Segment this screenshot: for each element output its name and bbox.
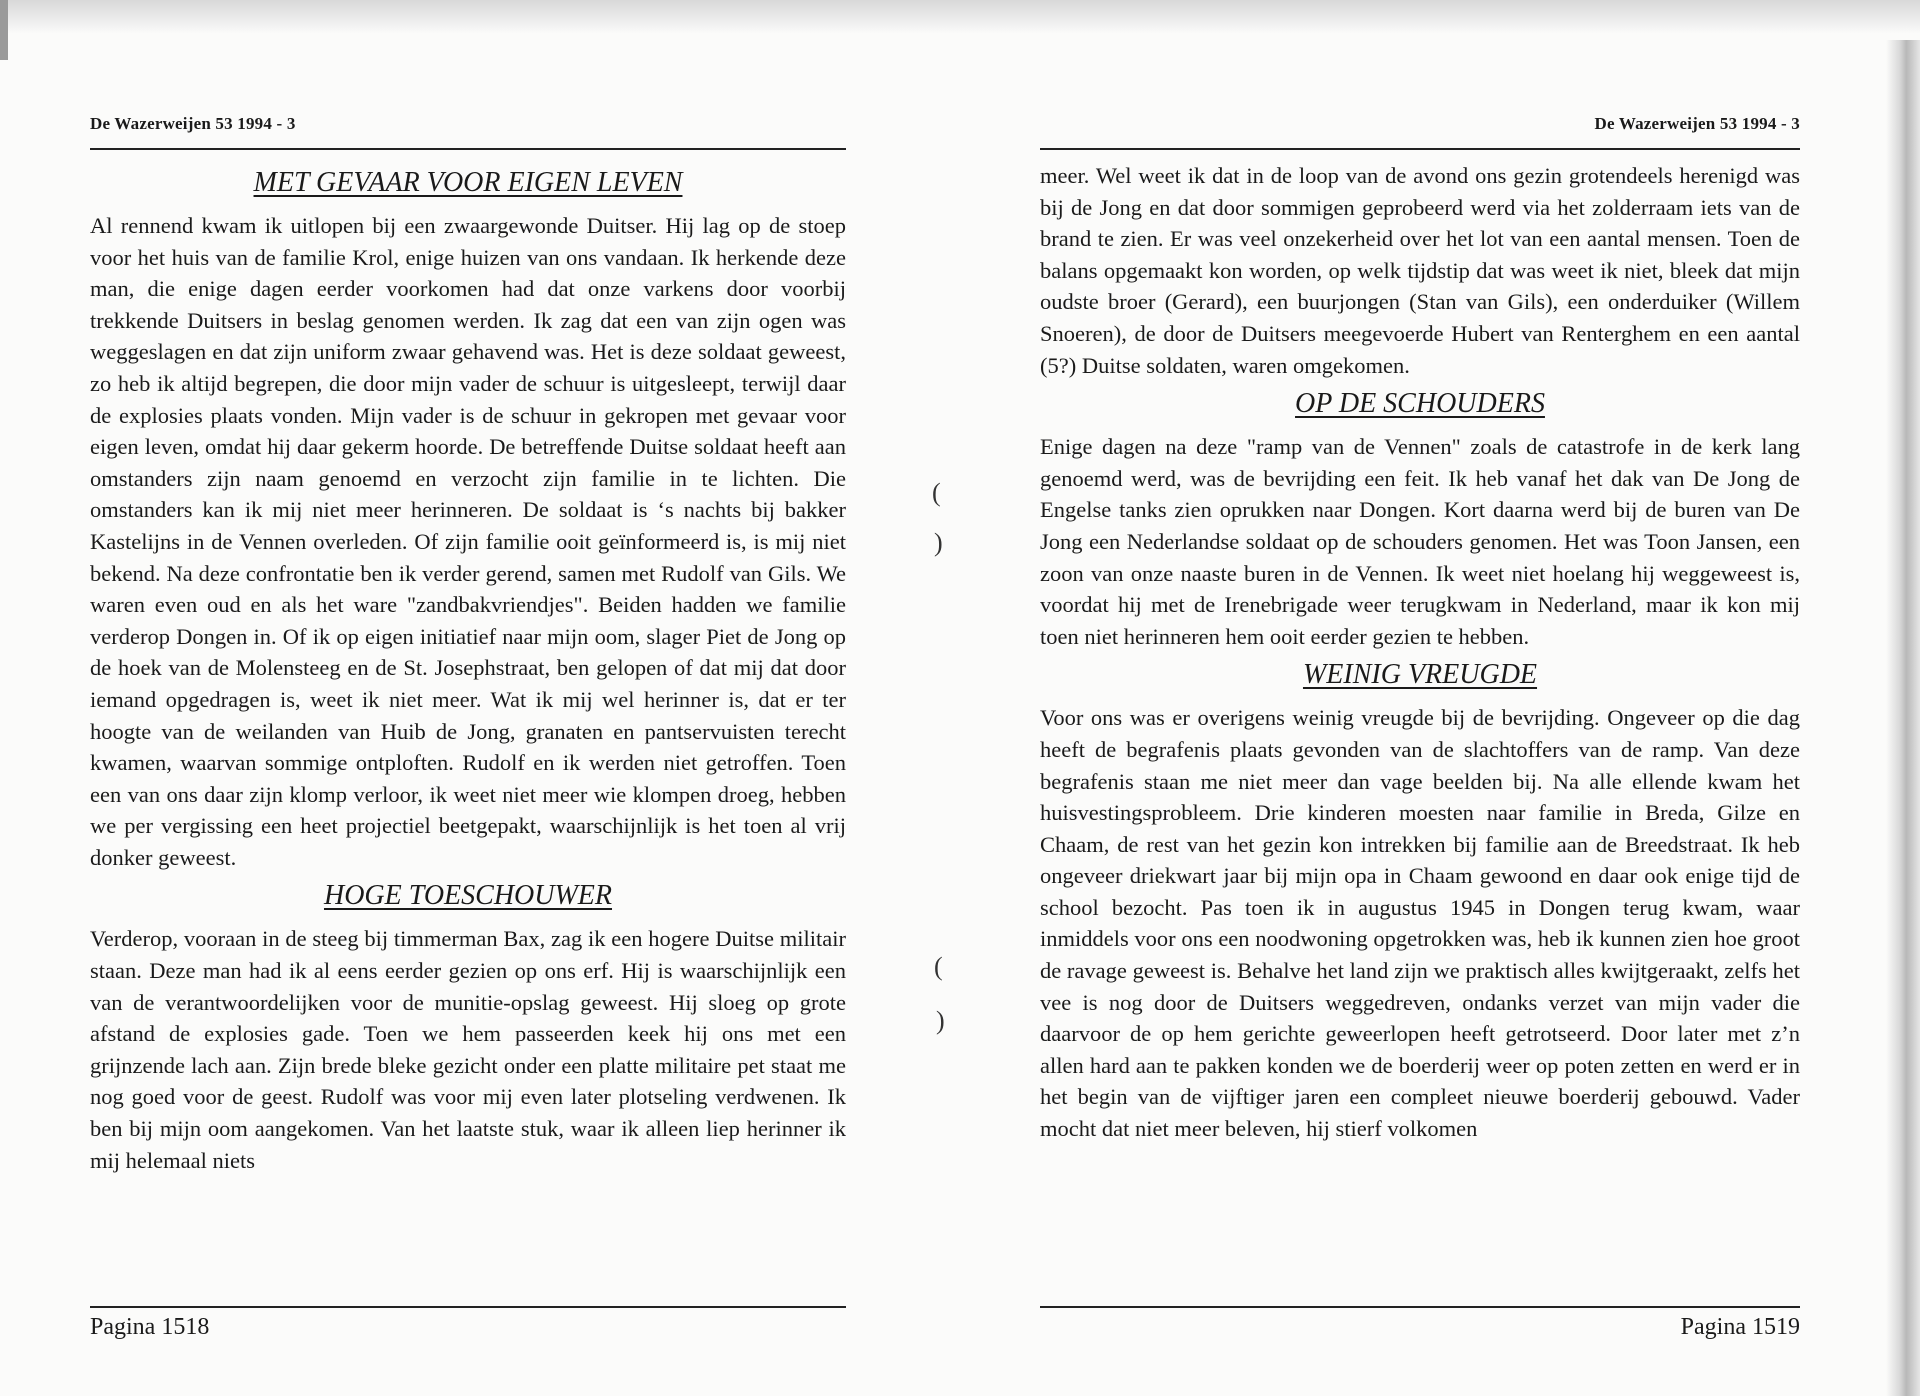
section-paragraph: meer. Wel weet ik dat in de loop van de avond ons gezin grotendeels herenigd was bij de Jong en dat door sommigen geprobeerd werd via het zolderraam iets van de brand te zien. Er was veel onzekerheid over het lot van een aantal mensen. Toen de balans opgemaakt kon worden, op welk tijdstip dat was weet ik niet, bleek dat mijn oudste broer (Gerard), een buurjongen (Stan van Gils), een onderduiker (Willem Snoeren), de door de Duitsers meegevoerde Hubert van Renterghem en een aantal (5?) Duitse soldaten, waren omgekomen. <box>1040 163 1800 378</box>
running-head: De Wazerweijen 53 1994 - 3 <box>90 114 296 133</box>
page-number: Pagina 1518 <box>90 1314 210 1340</box>
section-paragraph: Voor ons was er overigens weinig vreugde bij de bevrijding. Ongeveer op die dag heeft de begrafenis plaats gevonden van de slachtoffers van de ramp. Van deze begrafenis staan me niet meer dan vage beelden bij. Na alle ellende kwam het huisvestingsprobleem. Drie kinderen moesten naar familie in Breda, Gilze en Chaam, de rest van het gezin kon intrekken bij familie aan de Breedstraat. Ik heb ongeveer driekwart jaar bij mijn opa in Chaam gewoond en daar ook enige tijd de school bezocht. Pas toen ik in augustus 1945 in Dongen terug kwam, waar inmiddels voor ons een noodwoning opgetrokken was, heb ik kunnen zien hoe groot de ravage geweest is. Behalve het land zijn we praktisch alles kwijtgeraakt, zelfs het vee is nog door de Duitsers weggedreven, ondanks verzet van mijn vader die daarvoor de op hem gerichte geweerlopen heeft getrotseerd. Door later met z’n allen hard aan te pakken konden we de boerderij weer op poten zetten en werd er in het begin van de vijftiger jaren een compleet nieuwe boerderij gebouwd. Vader mocht dat niet meer beleven, hij stierf volkomen <box>1040 705 1800 1142</box>
header-rule <box>1040 148 1800 150</box>
scan-left-edge <box>0 0 8 60</box>
binding-mark: ) <box>936 1006 945 1035</box>
page-number: Pagina 1519 <box>1680 1314 1800 1340</box>
section-paragraph: Al rennend kwam ik uitlopen bij een zwaargewonde Duitser. Hij lag op de stoep voor het huis van de familie Krol, enige huizen van ons vandaan. Ik herkende deze man, die enige dagen eerder voorkomen had dat onze varkens door voorbij trekkende Duitsers in beslag genomen werden. Ik zag dat een van zijn ogen was weggeslagen en dat zijn uniform zwaar gehavend was. Het is deze soldaat geweest, zo heb ik altijd begrepen, die door mijn vader de schuur is uitgesleept, terwijl daar de explosies plaats vonden. Mijn vader is de schuur in gekropen met gevaar voor eigen leven, omdat hij daar gekerm hoorde. De betreffende Duitse soldaat heeft aan omstanders zijn naam genoemd en verzocht zijn familie in te lichten. Die omstanders kan ik mij niet meer herinneren. De soldaat is ‘s nachts bij bakker Kastelijns in de Vennen overleden. Of zijn familie ooit geïnformeerd is, is mij niet bekend. Na deze confrontatie ben ik verder gerend, samen met Rudolf van Gils. We waren even oud en als het ware "zandbakvriendjes". Beiden hadden we familie verderop Dongen in. Of ik op eigen initiatief naar mijn oom, slager Piet de Jong op de hoek van de Molensteeg en de St. Josephstraat, ben gelopen of dat mij dat door iemand opgedragen is, weet ik niet meer. Wat ik mij wel herinner is, dat er ter hoogte van de weilanden van Huib de Jong, granaten en pantservuisten terecht kwamen, waarvan sommige ontploften. Rudolf en ik werden niet getroffen. Toen een van ons daar zijn klomp verloor, ik weet niet meer wie klompen droeg, hebben we per vergissing een heet projectiel beetgepakt, waarschijnlijk is het toen al vrij donker geweest. <box>90 213 846 870</box>
section-heading: OP DE SCHOUDERS <box>1295 388 1545 420</box>
page-body <box>90 160 846 1176</box>
left-page <box>90 0 846 1396</box>
section-heading: WEINIG VREUGDE <box>1302 659 1538 691</box>
page-body <box>1040 160 1800 1145</box>
section-paragraph: Verderop, vooraan in de steeg bij timmerman Bax, zag ik een hogere Duitse militair staan. Deze man had ik al eens eerder gezien op ons erf. Hij is waarschijnlijk een van de verantwoordelijken voor de munitie-opslag geweest. Hij sloeg op grote afstand de explosies gade. Toen we hem passeerden keek hij ons met een grijnzende lach aan. Zijn brede bleke gezicht onder een platte militaire pet staat me nog goed voor de geest. Rudolf was voor mij even later plotseling verdwenen. Ik ben bij mijn oom aangekomen. Van het laatste stuk, waar ik alleen liep herinner ik mij helemaal niets <box>90 926 846 1173</box>
header-rule <box>90 148 846 150</box>
binding-mark: ) <box>934 528 943 557</box>
right-page <box>1040 0 1800 1396</box>
binding-mark: ( <box>932 478 941 507</box>
section-heading: HOGE TOESCHOUWER <box>323 880 613 912</box>
footer-rule <box>90 1306 846 1308</box>
binding-mark: ( <box>934 952 943 981</box>
footer-rule <box>1040 1306 1800 1308</box>
section-paragraph: Enige dagen na deze "ramp van de Vennen" zoals de catastrofe in de kerk lang genoemd werd, was de bevrijding een feit. Ik heb vanaf het dak van De Jong de Engelse tanks zien oprukken naar Dongen. Kort daarna werd bij de buren van De Jong een Nederlandse soldaat op de schouders genomen. Het was Toon Jansen, een zoon van onze naaste buren in de Vennen. Ik weet niet hoelang hij weggeweest is, voordat hij met de Irenebrigade weer terugkwam in Nederland, maar ik kon mij toen niet herinneren hem ooit eerder gezien te hebben. <box>1040 434 1800 649</box>
page-stack-edge <box>1886 40 1920 1396</box>
running-head: De Wazerweijen 53 1994 - 3 <box>1594 114 1800 133</box>
section-heading: MET GEVAAR VOOR EIGEN LEVEN <box>253 167 683 198</box>
